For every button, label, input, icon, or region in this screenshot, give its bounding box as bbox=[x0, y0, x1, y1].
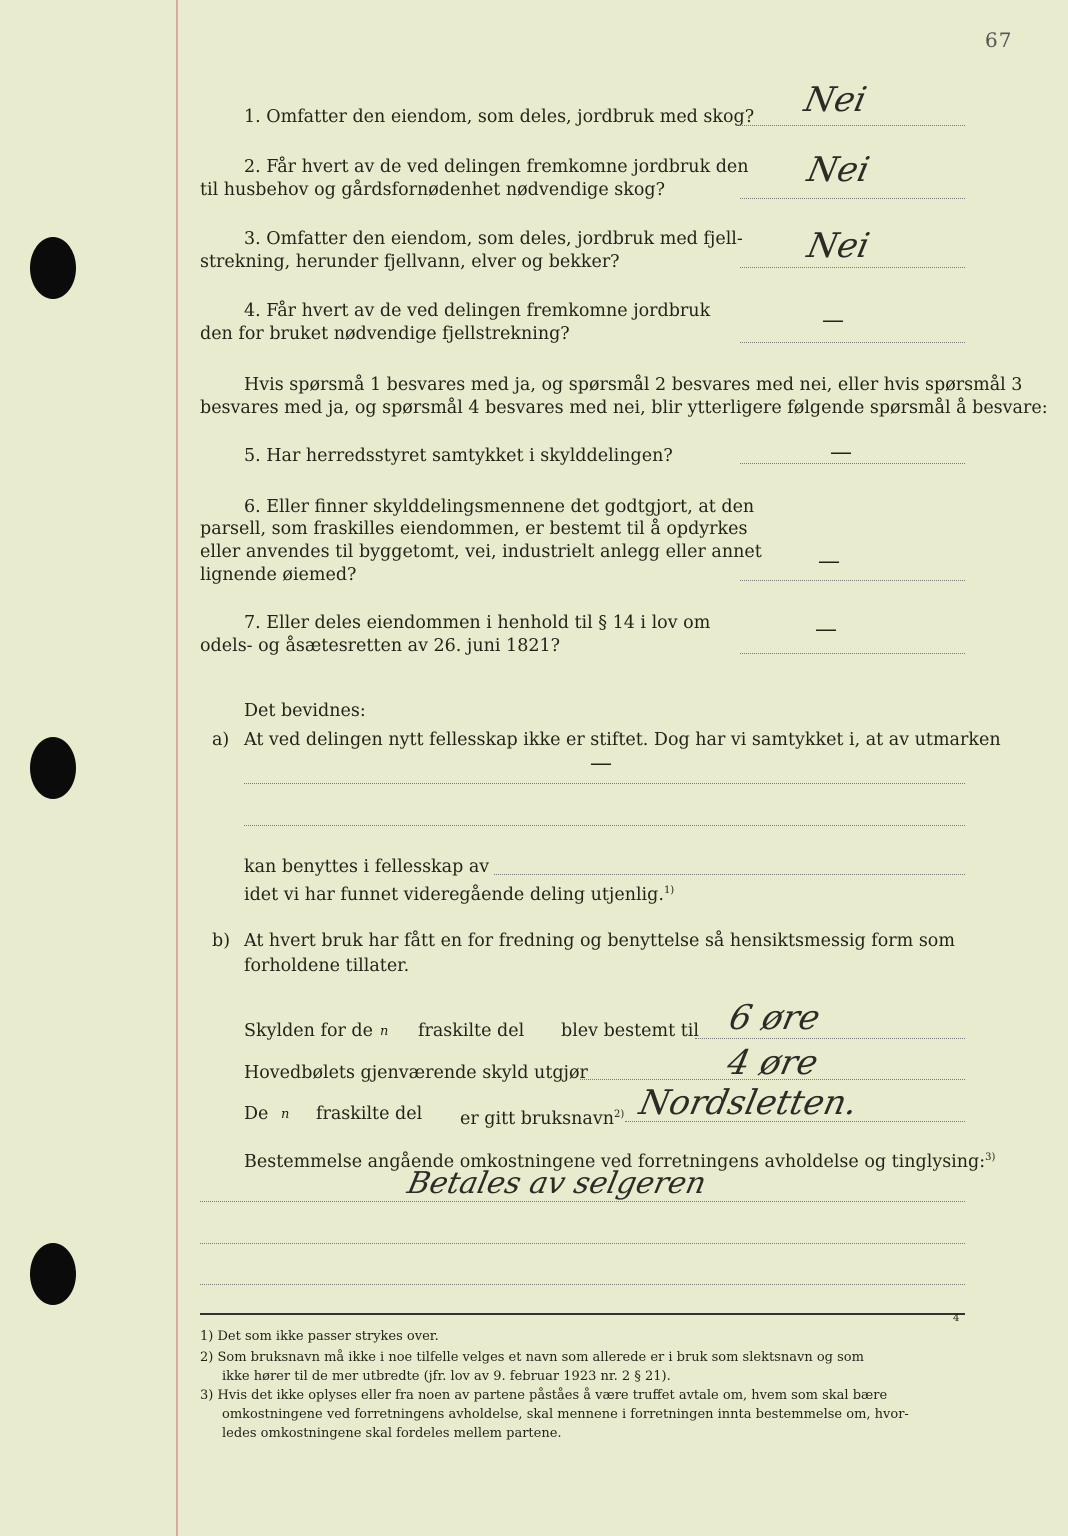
answer-7: — bbox=[815, 617, 837, 642]
attest-b-label: b) bbox=[212, 931, 231, 951]
question-6-line-3: eller anvendes til byggetomt, vei, industrielt anlegg eller annet bbox=[200, 542, 762, 562]
skyld-line-1-correction: n bbox=[380, 1024, 389, 1039]
question-6-line-2: parsell, som fraskilles eiendommen, er bestemt til å opdyrkes bbox=[200, 519, 748, 539]
answer-line-7 bbox=[740, 653, 965, 654]
answer-3: Nei bbox=[803, 226, 874, 266]
footnote-2-line-1: 2) Som bruksnavn må ikke i noe tilfelle velges et navn som allerede er i bruk som slektsnavn og som bbox=[200, 1350, 864, 1365]
footnote-mark-2: 2) bbox=[614, 1109, 625, 1120]
answer-line-1 bbox=[740, 125, 965, 126]
skyld-line-1-mid: fraskilte del bbox=[418, 1021, 525, 1041]
condition-line-1: Hvis spørsmå 1 besvares med ja, og spørsmål 2 besvares med nei, eller hvis spørsmål 3 bbox=[244, 375, 1023, 395]
answer-line-2 bbox=[740, 198, 965, 199]
question-5: 5. Har herredsstyret samtykket i skylddelingen? bbox=[244, 446, 673, 466]
footnote-mark-1: 1) bbox=[663, 885, 675, 896]
question-1: 1. Omfatter den eiendom, som deles, jordbruk med skog? bbox=[244, 107, 755, 127]
skyld-line-3-mid: fraskilte del bbox=[316, 1104, 423, 1124]
attest-b-line-1: At hvert bruk har fått en for fredning og benyttelse så hensiktsmessig form som bbox=[244, 931, 955, 951]
skyld-line-1-fill bbox=[695, 1038, 965, 1039]
question-7-line-1: 7. Eller deles eiendommen i henhold til § 14 i lov om bbox=[244, 613, 711, 633]
question-3-line-2: strekning, herunder fjellvann, elver og bekker? bbox=[200, 252, 620, 272]
binder-hole-top bbox=[30, 237, 76, 299]
skyld-line-3-value: Nordsletten. bbox=[635, 1083, 862, 1123]
binder-hole-bottom bbox=[30, 1243, 76, 1305]
question-7-line-2: odels- og åsætesretten av 26. juni 1821? bbox=[200, 636, 560, 656]
skyld-line-4-fill-2 bbox=[200, 1243, 965, 1244]
question-6-line-1: 6. Eller finner skylddelingsmennene det godtgjort, at den bbox=[244, 497, 755, 517]
question-4-line-2: den for bruket nødvendige fjellstrekning? bbox=[200, 324, 570, 344]
attest-a-line-3: kan benyttes i fellesskap av bbox=[244, 857, 490, 877]
answer-2: Nei bbox=[803, 150, 874, 190]
question-6-line-4: lignende øiemed? bbox=[200, 565, 357, 585]
answer-line-6 bbox=[740, 580, 965, 581]
attest-heading: Det bevidnes: bbox=[244, 701, 366, 721]
footnote-3-line-2: omkostningene ved forretningens avholdelse, skal mennene i forretningen innta bestemmelse om, hvor- bbox=[222, 1407, 909, 1422]
attest-a-text: At ved delingen nytt fellesskap ikke er stiftet. Dog har vi samtykket i, at av utmarken bbox=[244, 730, 1001, 750]
answer-4: — bbox=[822, 308, 844, 333]
attest-a-line-2 bbox=[244, 825, 965, 826]
skyld-line-2-value: 4 øre bbox=[723, 1043, 822, 1083]
answer-line-5 bbox=[740, 463, 965, 464]
skyld-line-4-fill-1 bbox=[200, 1201, 965, 1202]
binder-hole-middle bbox=[30, 737, 76, 799]
skyld-line-3-label: De bbox=[244, 1104, 269, 1124]
attest-a-line-3-fill bbox=[494, 874, 965, 875]
attest-b-line-2: forholdene tillater. bbox=[244, 956, 410, 976]
skyld-line-4-text: Bestemmelse angående omkostningene ved forretningens avholdelse og tinglysing: bbox=[244, 1151, 986, 1172]
skyld-line-1-end: blev bestemt til bbox=[561, 1021, 699, 1041]
footnote-3-line-1: 3) Hvis det ikke oplyses eller fra noen av partene påståes å være truffet avtale om, hvem som skal bære bbox=[200, 1388, 888, 1403]
question-4-line-1: 4. Får hvert av de ved delingen fremkomne jordbruk bbox=[244, 301, 711, 321]
footnote-rule bbox=[200, 1313, 965, 1315]
skyld-line-4-fill-3 bbox=[200, 1284, 965, 1285]
margin-line bbox=[176, 0, 178, 1536]
skyld-line-3-correction: n bbox=[281, 1107, 290, 1122]
attest-a-line-4 bbox=[244, 879, 674, 907]
attest-a-label: a) bbox=[212, 730, 230, 750]
skyld-line-1-label: Skylden for de bbox=[244, 1021, 373, 1041]
answer-6: — bbox=[818, 549, 840, 574]
answer-5: — bbox=[830, 440, 852, 465]
skyld-line-1-value: 6 øre bbox=[725, 998, 824, 1038]
answer-line-4 bbox=[740, 342, 965, 343]
question-2-line-2: til husbehov og gårdsfornødenhet nødvendige skog? bbox=[200, 180, 665, 200]
attest-a-line-4-text: idet vi har funnet videregående deling utjenlig. bbox=[244, 884, 664, 905]
page-number: 67 bbox=[985, 28, 1013, 52]
skyld-line-4-value: Betales av selgeren bbox=[404, 1166, 710, 1201]
question-3-line-1: 3. Omfatter den eiendom, som deles, jordbruk med fjell- bbox=[244, 229, 743, 249]
question-2-line-1: 2. Får hvert av de ved delingen fremkomne jordbruk den bbox=[244, 157, 749, 177]
skyld-line-3-end bbox=[460, 1103, 624, 1131]
rule-mark: 4 bbox=[953, 1313, 960, 1324]
attest-a-answer: — bbox=[590, 751, 612, 776]
footnote-2-line-2: ikke hører til de mer utbredte (jfr. lov av 9. februar 1923 nr. 2 § 21). bbox=[222, 1369, 671, 1384]
footnote-3-line-3: ledes omkostningene skal fordeles mellem partene. bbox=[222, 1426, 562, 1441]
answer-1: Nei bbox=[800, 80, 871, 120]
condition-line-2: besvares med ja, og spørsmål 4 besvares med nei, blir ytterligere følgende spørsmål å besvare: bbox=[200, 398, 1048, 418]
skyld-line-2-label: Hovedbølets gjenværende skyld utgjør bbox=[244, 1063, 588, 1083]
footnote-1: 1) Det som ikke passer strykes over. bbox=[200, 1329, 439, 1344]
skyld-line-3-end-text: er gitt bruksnavn bbox=[460, 1108, 614, 1129]
footnote-mark-3: 3) bbox=[985, 1152, 996, 1163]
answer-line-3 bbox=[740, 267, 965, 268]
attest-a-line-1 bbox=[244, 783, 965, 784]
